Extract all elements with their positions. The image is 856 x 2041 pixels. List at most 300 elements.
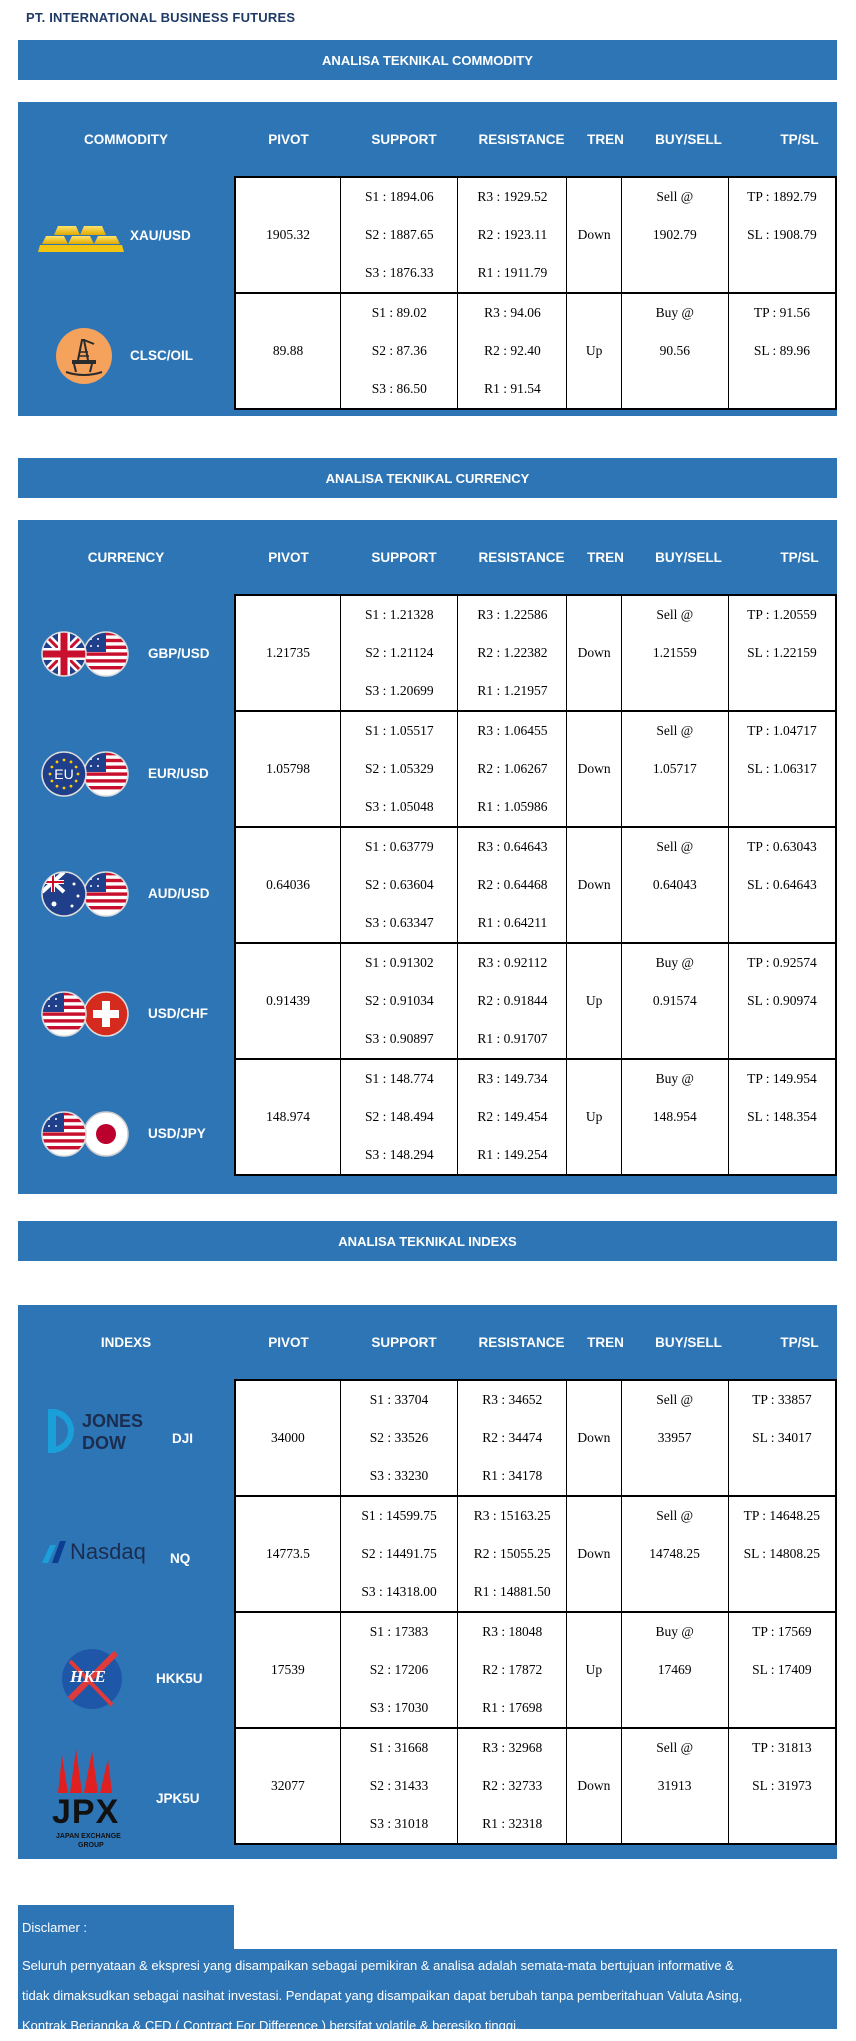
resistance-cell: R1 : 91.54 xyxy=(458,370,567,409)
instrument-cell xyxy=(18,1739,234,1859)
table-row xyxy=(235,788,836,827)
price-cell xyxy=(621,1805,728,1844)
resistance-cell: R3 : 18048 xyxy=(458,1612,567,1651)
pivot-cell: 89.88 xyxy=(235,332,341,370)
sl-cell: SL : 17409 xyxy=(728,1651,836,1689)
price-cell: 1.05717 xyxy=(621,750,728,788)
gold-bars-icon xyxy=(36,216,126,261)
pivot-cell xyxy=(235,1573,340,1612)
pivot-cell xyxy=(235,1020,341,1059)
table-row xyxy=(235,1728,836,1767)
analysis-table xyxy=(18,520,837,1194)
header-tren: TREN xyxy=(587,131,624,147)
trend-cell: Down xyxy=(567,634,621,672)
table-header xyxy=(18,102,837,176)
resistance-cell: R3 : 94.06 xyxy=(458,293,567,332)
trend-cell: Down xyxy=(567,750,621,788)
price-cell: 0.91574 xyxy=(621,982,728,1020)
price-cell xyxy=(621,1573,728,1612)
data-grid xyxy=(234,594,837,1176)
price-cell xyxy=(621,904,728,943)
header-buy-sell: BUY/SELL xyxy=(655,131,722,147)
pivot-cell xyxy=(235,1689,340,1728)
instrument-cell xyxy=(18,834,234,954)
pivot-cell xyxy=(235,1728,340,1767)
analysis-table xyxy=(18,102,837,416)
trend-cell xyxy=(567,254,621,293)
instrument-cell xyxy=(18,1499,234,1619)
pivot-cell xyxy=(235,788,341,827)
table-row xyxy=(235,750,836,788)
support-cell: S1 : 33704 xyxy=(340,1380,457,1419)
table-row xyxy=(235,332,836,370)
header-tren: TREN xyxy=(587,549,624,565)
hkex-logo-icon xyxy=(56,1645,128,1718)
table-row xyxy=(235,1419,836,1457)
resistance-cell: R3 : 34652 xyxy=(458,1380,567,1419)
support-cell: S3 : 31018 xyxy=(340,1805,457,1844)
support-cell: S3 : 17030 xyxy=(340,1689,457,1728)
eu-us-flags-icon xyxy=(34,746,134,807)
pivot-cell: 0.91439 xyxy=(235,982,341,1020)
pivot-cell xyxy=(235,904,341,943)
tp-cell: TP : 1.04717 xyxy=(728,711,836,750)
sl-cell xyxy=(728,370,836,409)
resistance-cell: R2 : 0.91844 xyxy=(458,982,567,1020)
resistance-cell: R2 : 1.06267 xyxy=(458,750,567,788)
instrument-cell xyxy=(18,1379,234,1499)
price-cell xyxy=(621,1457,728,1496)
table-row xyxy=(235,1535,836,1573)
instrument-cell xyxy=(18,594,234,714)
resistance-cell: R1 : 32318 xyxy=(458,1805,567,1844)
tp-cell: TP : 0.92574 xyxy=(728,943,836,982)
support-cell: S2 : 31433 xyxy=(340,1767,457,1805)
oil-rig-icon xyxy=(54,326,114,391)
us-ch-flags-icon xyxy=(34,986,134,1047)
resistance-cell: R2 : 92.40 xyxy=(458,332,567,370)
table-row xyxy=(235,1612,836,1651)
pivot-cell xyxy=(235,1136,341,1175)
table-row xyxy=(235,904,836,943)
table-row xyxy=(235,827,836,866)
resistance-cell: R2 : 149.454 xyxy=(458,1098,567,1136)
resistance-cell: R3 : 1929.52 xyxy=(458,177,567,216)
trend-cell xyxy=(567,1020,621,1059)
pivot-cell xyxy=(235,672,341,711)
resistance-cell: R1 : 14881.50 xyxy=(458,1573,567,1612)
sl-cell xyxy=(728,1136,836,1175)
table-row xyxy=(235,1496,836,1535)
price-cell: 17469 xyxy=(621,1651,728,1689)
resistance-cell: R1 : 1.21957 xyxy=(458,672,567,711)
pivot-cell: 17539 xyxy=(235,1651,340,1689)
resistance-cell: R1 : 0.64211 xyxy=(458,904,567,943)
price-cell: 14748.25 xyxy=(621,1535,728,1573)
support-cell: S3 : 1.20699 xyxy=(341,672,458,711)
resistance-cell: R3 : 15163.25 xyxy=(458,1496,567,1535)
trend-cell xyxy=(567,827,621,866)
sl-cell xyxy=(728,1689,836,1728)
support-cell: S1 : 14599.75 xyxy=(340,1496,457,1535)
table-header xyxy=(18,1305,837,1379)
support-cell: S3 : 148.294 xyxy=(341,1136,458,1175)
header-buy-sell: BUY/SELL xyxy=(655,549,722,565)
trend-cell xyxy=(567,904,621,943)
trend-cell xyxy=(567,370,621,409)
resistance-cell: R3 : 0.92112 xyxy=(458,943,567,982)
support-cell: S1 : 1.05517 xyxy=(341,711,458,750)
action-cell: Sell @ xyxy=(621,711,728,750)
instrument-cell xyxy=(18,296,234,416)
table-row xyxy=(235,1380,836,1419)
tp-cell: TP : 0.63043 xyxy=(728,827,836,866)
trend-cell xyxy=(567,711,621,750)
table-row xyxy=(235,1805,836,1844)
trend-cell xyxy=(567,1496,621,1535)
header-resistance: RESISTANCE xyxy=(478,131,565,147)
table-row xyxy=(235,293,836,332)
instrument-name: USD/CHF xyxy=(148,1006,208,1021)
header-tp-sl: TP/SL xyxy=(780,1334,819,1350)
sl-cell: SL : 14808.25 xyxy=(728,1535,836,1573)
sl-cell xyxy=(728,904,836,943)
trend-cell xyxy=(567,1457,621,1496)
sl-cell xyxy=(728,672,836,711)
header-pivot: PIVOT xyxy=(268,131,309,147)
pivot-cell: 1905.32 xyxy=(235,216,341,254)
trend-cell: Up xyxy=(567,1651,621,1689)
trend-cell xyxy=(567,595,621,634)
tp-cell: TP : 31813 xyxy=(728,1728,836,1767)
instrument-name: EUR/USD xyxy=(148,766,209,781)
logo-text: GROUP xyxy=(78,1842,104,1849)
trend-cell xyxy=(567,1059,621,1098)
table-row xyxy=(235,1136,836,1175)
trend-cell: Down xyxy=(567,1767,621,1805)
support-cell: S1 : 89.02 xyxy=(341,293,458,332)
resistance-cell: R3 : 32968 xyxy=(458,1728,567,1767)
pivot-cell xyxy=(235,177,341,216)
pivot-cell: 1.05798 xyxy=(235,750,341,788)
price-cell xyxy=(621,254,728,293)
table-row xyxy=(235,1689,836,1728)
pivot-cell: 14773.5 xyxy=(235,1535,340,1573)
action-cell: Sell @ xyxy=(621,177,728,216)
trend-cell xyxy=(567,788,621,827)
tp-cell: TP : 149.954 xyxy=(728,1059,836,1098)
trend-cell: Up xyxy=(567,332,621,370)
support-cell: S3 : 14318.00 xyxy=(340,1573,457,1612)
instrument-cell xyxy=(18,176,234,296)
support-cell: S3 : 86.50 xyxy=(341,370,458,409)
disclaimer-body xyxy=(18,1949,837,2033)
price-cell: 33957 xyxy=(621,1419,728,1457)
header-resistance: RESISTANCE xyxy=(478,549,565,565)
price-cell: 90.56 xyxy=(621,332,728,370)
instrument-name: NQ xyxy=(170,1551,191,1566)
table-row xyxy=(235,1020,836,1059)
support-cell: S1 : 148.774 xyxy=(341,1059,458,1098)
trend-cell xyxy=(567,1380,621,1419)
pivot-cell xyxy=(235,370,341,409)
pivot-cell: 1.21735 xyxy=(235,634,341,672)
pivot-cell xyxy=(235,293,341,332)
header-tren: TREN xyxy=(587,1334,624,1350)
trend-cell xyxy=(567,1612,621,1651)
pivot-cell: 148.974 xyxy=(235,1098,341,1136)
analysis-table xyxy=(18,1305,837,1859)
sl-cell: SL : 1.22159 xyxy=(728,634,836,672)
resistance-cell: R1 : 1911.79 xyxy=(458,254,567,293)
table-row xyxy=(235,672,836,711)
resistance-cell: R2 : 1923.11 xyxy=(458,216,567,254)
support-cell: S2 : 0.63604 xyxy=(341,866,458,904)
pivot-cell xyxy=(235,1612,340,1651)
table-row xyxy=(235,943,836,982)
action-cell: Sell @ xyxy=(621,827,728,866)
support-cell: S3 : 0.63347 xyxy=(341,904,458,943)
company-name: PT. INTERNATIONAL BUSINESS FUTURES xyxy=(26,10,296,25)
tp-cell: TP : 33857 xyxy=(728,1380,836,1419)
pivot-cell xyxy=(235,1496,340,1535)
pivot-cell xyxy=(235,711,341,750)
uk-us-flags-icon xyxy=(34,626,134,687)
support-cell: S3 : 1876.33 xyxy=(341,254,458,293)
table-row xyxy=(235,1059,836,1098)
support-cell: S2 : 33526 xyxy=(340,1419,457,1457)
trend-cell xyxy=(567,1573,621,1612)
price-cell: 31913 xyxy=(621,1767,728,1805)
instrument-name: DJI xyxy=(172,1431,194,1446)
resistance-cell: R2 : 17872 xyxy=(458,1651,567,1689)
instrument-cell xyxy=(18,1619,234,1739)
instrument-name: AUD/USD xyxy=(148,886,210,901)
section-title: ANALISA TEKNIKAL CURRENCY xyxy=(18,458,837,498)
header-instrument: COMMODITY xyxy=(84,131,168,147)
trend-cell xyxy=(567,1805,621,1844)
trend-cell: Down xyxy=(567,866,621,904)
price-cell: 0.64043 xyxy=(621,866,728,904)
header-instrument: INDEXS xyxy=(100,1334,152,1350)
resistance-cell: R3 : 0.64643 xyxy=(458,827,567,866)
logo-text: HKE xyxy=(70,1667,106,1686)
resistance-cell: R1 : 149.254 xyxy=(458,1136,567,1175)
au-us-flags-icon xyxy=(34,866,134,927)
section-title: ANALISA TEKNIKAL INDEXS xyxy=(18,1221,837,1261)
action-cell: Buy @ xyxy=(621,293,728,332)
price-cell: 1.21559 xyxy=(621,634,728,672)
resistance-cell: R2 : 34474 xyxy=(458,1419,567,1457)
support-cell: S3 : 0.90897 xyxy=(341,1020,458,1059)
pivot-cell xyxy=(235,1805,340,1844)
pivot-cell xyxy=(235,1380,340,1419)
resistance-cell: R1 : 1.05986 xyxy=(458,788,567,827)
svg-text:EU: EU xyxy=(54,766,74,782)
tp-cell: TP : 14648.25 xyxy=(728,1496,836,1535)
resistance-cell: R3 : 1.22586 xyxy=(458,595,567,634)
pivot-cell xyxy=(235,1457,340,1496)
sl-cell: SL : 148.354 xyxy=(728,1098,836,1136)
trend-cell: Up xyxy=(567,1098,621,1136)
tp-cell: TP : 17569 xyxy=(728,1612,836,1651)
pivot-cell xyxy=(235,595,341,634)
support-cell: S1 : 0.91302 xyxy=(341,943,458,982)
resistance-cell: R1 : 17698 xyxy=(458,1689,567,1728)
logo-text: DOW xyxy=(82,1433,126,1453)
pivot-cell: 0.64036 xyxy=(235,866,341,904)
table-row xyxy=(235,254,836,293)
trend-cell xyxy=(567,1136,621,1175)
sl-cell: SL : 1908.79 xyxy=(728,216,836,254)
resistance-cell: R2 : 32733 xyxy=(458,1767,567,1805)
data-grid xyxy=(234,1379,837,1845)
resistance-cell: R1 : 0.91707 xyxy=(458,1020,567,1059)
header-pivot: PIVOT xyxy=(268,1334,309,1350)
header-tp-sl: TP/SL xyxy=(780,131,819,147)
price-cell xyxy=(621,1136,728,1175)
trend-cell: Down xyxy=(567,216,621,254)
table-row xyxy=(235,177,836,216)
support-cell: S2 : 87.36 xyxy=(341,332,458,370)
table-row xyxy=(235,1573,836,1612)
trend-cell xyxy=(567,177,621,216)
nasdaq-logo-icon xyxy=(40,1539,146,1565)
support-cell: S1 : 0.63779 xyxy=(341,827,458,866)
sl-cell xyxy=(728,1457,836,1496)
logo-text: JONES xyxy=(82,1411,144,1431)
action-cell: Sell @ xyxy=(621,1496,728,1535)
data-grid xyxy=(234,176,837,410)
trend-cell xyxy=(567,672,621,711)
header-support: SUPPORT xyxy=(371,1334,437,1350)
table-row xyxy=(235,711,836,750)
table-row xyxy=(235,216,836,254)
disclaimer-line: Seluruh pernyataan & ekspresi yang disampaikan sebagai pemikiran & analisa adalah semata-mata bertujuan informative & xyxy=(22,1958,734,1973)
header-tp-sl: TP/SL xyxy=(780,549,819,565)
support-cell: S2 : 14491.75 xyxy=(340,1535,457,1573)
support-cell: S2 : 1887.65 xyxy=(341,216,458,254)
support-cell: S3 : 1.05048 xyxy=(341,788,458,827)
disclaimer-label: Disclamer : xyxy=(18,1905,234,1949)
pivot-cell xyxy=(235,254,341,293)
sl-cell xyxy=(728,1805,836,1844)
sl-cell xyxy=(728,788,836,827)
resistance-cell: R2 : 15055.25 xyxy=(458,1535,567,1573)
trend-cell xyxy=(567,293,621,332)
price-cell: 1902.79 xyxy=(621,216,728,254)
action-cell: Buy @ xyxy=(621,1059,728,1098)
resistance-cell: R2 : 1.22382 xyxy=(458,634,567,672)
sl-cell xyxy=(728,1573,836,1612)
support-cell: S2 : 1.21124 xyxy=(341,634,458,672)
logo-text: JPX xyxy=(52,1793,120,1831)
pivot-cell: 34000 xyxy=(235,1419,340,1457)
action-cell: Sell @ xyxy=(621,1380,728,1419)
instrument-name: XAU/USD xyxy=(130,228,191,243)
support-cell: S1 : 1.21328 xyxy=(341,595,458,634)
us-jp-flags-icon xyxy=(34,1106,134,1167)
trend-cell xyxy=(567,1689,621,1728)
header-pivot: PIVOT xyxy=(268,549,309,565)
pivot-cell xyxy=(235,943,341,982)
instrument-cell xyxy=(18,1074,234,1194)
table-row xyxy=(235,866,836,904)
header-resistance: RESISTANCE xyxy=(478,1334,565,1350)
trend-cell: Down xyxy=(567,1535,621,1573)
instrument-name: CLSC/OIL xyxy=(130,348,193,363)
support-cell: S2 : 17206 xyxy=(340,1651,457,1689)
sl-cell: SL : 31973 xyxy=(728,1767,836,1805)
price-cell xyxy=(621,788,728,827)
action-cell: Buy @ xyxy=(621,943,728,982)
table-row xyxy=(235,982,836,1020)
support-cell: S1 : 1894.06 xyxy=(341,177,458,216)
sl-cell: SL : 1.06317 xyxy=(728,750,836,788)
price-cell xyxy=(621,1689,728,1728)
action-cell: Sell @ xyxy=(621,1728,728,1767)
header-support: SUPPORT xyxy=(371,131,437,147)
pivot-cell xyxy=(235,1059,341,1098)
trend-cell: Up xyxy=(567,982,621,1020)
header-instrument: CURRENCY xyxy=(87,549,165,565)
action-cell: Buy @ xyxy=(621,1612,728,1651)
table-row xyxy=(235,1098,836,1136)
dow-jones-logo-icon xyxy=(48,1409,158,1459)
section-title: ANALISA TEKNIKAL COMMODITY xyxy=(18,40,837,80)
support-cell: S3 : 33230 xyxy=(340,1457,457,1496)
table-row xyxy=(235,1457,836,1496)
pivot-cell xyxy=(235,827,341,866)
table-row xyxy=(235,370,836,409)
price-cell: 148.954 xyxy=(621,1098,728,1136)
sl-cell xyxy=(728,254,836,293)
trend-cell xyxy=(567,943,621,982)
price-cell xyxy=(621,1020,728,1059)
logo-text: JAPAN EXCHANGE xyxy=(56,1833,121,1840)
action-cell: Sell @ xyxy=(621,595,728,634)
header-support: SUPPORT xyxy=(371,549,437,565)
sl-cell xyxy=(728,1020,836,1059)
trend-cell: Down xyxy=(567,1419,621,1457)
resistance-cell: R3 : 1.06455 xyxy=(458,711,567,750)
disclaimer-line: Kontrak Berjangka & CFD ( Contract For Difference ) bersifat volatile & beresiko tinggi. xyxy=(22,2018,520,2033)
logo-text: Nasdaq xyxy=(70,1539,146,1564)
table-row xyxy=(235,1767,836,1805)
disclaimer-line: tidak dimaksudkan sebagai nasihat investasi. Pendapat yang disampaikan dapat berubah tanpa pemberitahuan Valuta Asing, xyxy=(22,1988,743,2003)
price-cell xyxy=(621,672,728,711)
support-cell: S1 : 31668 xyxy=(340,1728,457,1767)
tp-cell: TP : 1892.79 xyxy=(728,177,836,216)
support-cell: S2 : 148.494 xyxy=(341,1098,458,1136)
jpx-logo-icon xyxy=(48,1741,148,1857)
trend-cell xyxy=(567,1728,621,1767)
resistance-cell: R1 : 34178 xyxy=(458,1457,567,1496)
sl-cell: SL : 0.90974 xyxy=(728,982,836,1020)
header-buy-sell: BUY/SELL xyxy=(655,1334,722,1350)
resistance-cell: R2 : 0.64468 xyxy=(458,866,567,904)
support-cell: S1 : 17383 xyxy=(340,1612,457,1651)
support-cell: S2 : 1.05329 xyxy=(341,750,458,788)
table-row xyxy=(235,595,836,634)
instrument-cell xyxy=(18,954,234,1074)
pivot-cell: 32077 xyxy=(235,1767,340,1805)
sl-cell: SL : 34017 xyxy=(728,1419,836,1457)
tp-cell: TP : 1.20559 xyxy=(728,595,836,634)
table-row xyxy=(235,1651,836,1689)
support-cell: S2 : 0.91034 xyxy=(341,982,458,1020)
instrument-name: USD/JPY xyxy=(148,1126,206,1141)
